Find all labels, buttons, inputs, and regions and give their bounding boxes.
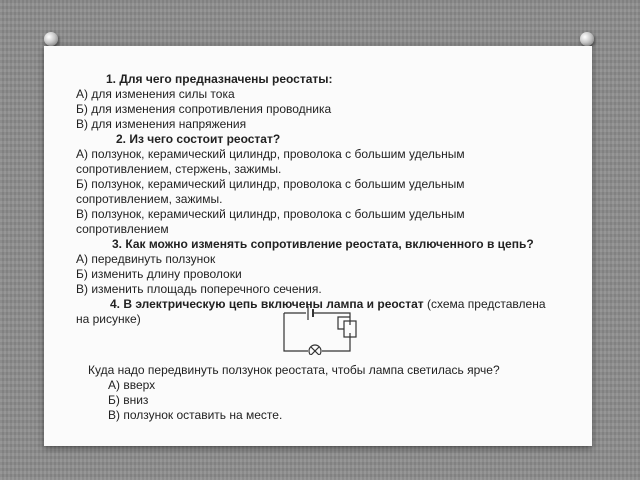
question-4-body	[88, 363, 500, 423]
question-1-option-a: А) для изменения силы тока	[76, 87, 235, 101]
question-3-option-b: Б) изменить длину проволоки	[76, 267, 242, 281]
pushpin-right-icon	[580, 32, 594, 46]
question-4-title: 4. В электрическую цепь включены лампа и реостат	[110, 297, 424, 311]
question-1-option-b: Б) для изменения сопротивления проводника	[76, 102, 332, 116]
question-1-option-c: В) для изменения напряжения	[76, 117, 247, 131]
question-2-title: 2. Из чего состоит реостат?	[116, 132, 281, 146]
circuit-wire-battery-right	[314, 313, 350, 325]
question-2-option-b: Б) ползунок, керамический цилиндр, проволока с большим удельным	[76, 177, 465, 191]
circuit-wire-bottom-right	[322, 333, 350, 351]
question-4-option-c: В) ползунок оставить на месте.	[108, 408, 283, 422]
question-4-option-b: Б) вниз	[108, 393, 149, 407]
question-2-option-a-cont: сопротивлением, стержень, зажимы.	[76, 162, 282, 176]
question-4-title-tail: (схема представлена	[423, 297, 546, 311]
circuit-diagram	[280, 303, 358, 355]
question-4-question: Куда надо передвинуть ползунок реостата, чтобы лампа светилась ярче?	[88, 363, 500, 377]
question-4-option-a: А) вверх	[108, 378, 156, 392]
lamp-icon	[309, 345, 321, 355]
question-3-title: 3. Как можно изменять сопротивление реостата, включенного в цепь?	[112, 237, 534, 251]
question-3-option-c: В) изменить площадь поперечного сечения.	[76, 282, 322, 296]
question-4-title-cont: на рисунке)	[76, 312, 141, 326]
question-2-option-c: В) ползунок, керамический цилиндр, проволока с большим удельным	[76, 207, 465, 221]
quiz-content	[76, 72, 576, 327]
question-3-option-a: А) передвинуть ползунок	[76, 252, 216, 266]
question-2-option-b-cont: сопротивлением, зажимы.	[76, 192, 223, 206]
circuit-wire-top-left	[284, 313, 308, 351]
pushpin-left-icon	[44, 32, 58, 46]
question-1-title: 1. Для чего предназначены реостаты:	[106, 72, 333, 86]
question-2-option-c-cont: сопротивлением	[76, 222, 169, 236]
question-2-option-a: А) ползунок, керамический цилиндр, проволока с большим удельным	[76, 147, 465, 161]
